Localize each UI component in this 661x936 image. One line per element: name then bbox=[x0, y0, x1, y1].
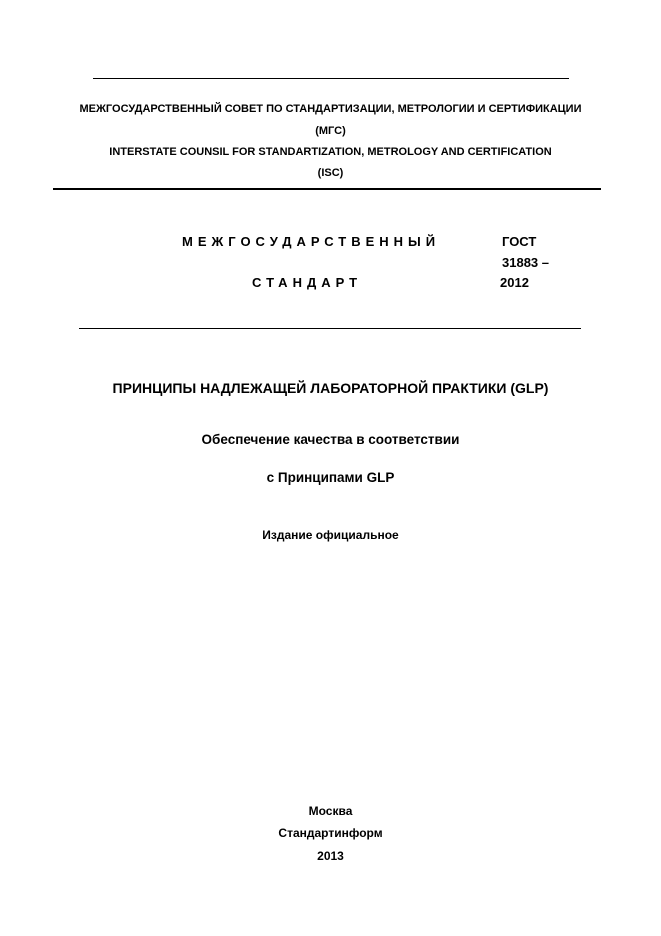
standard-word-2: СТАНДАРТ bbox=[252, 275, 363, 290]
document-subtitle-line-2: с Принципами GLP bbox=[266, 470, 395, 485]
council-name-ru: МЕЖГОСУДАРСТВЕННЫЙ СОВЕТ ПО СТАНДАРТИЗАЦИИ, МЕТРОЛОГИИ И СЕРТИФИКАЦИИ bbox=[79, 103, 582, 115]
edition-label: Издание официальное bbox=[262, 528, 399, 542]
gost-number: 31883 – bbox=[502, 255, 549, 270]
standard-rule bbox=[79, 328, 581, 329]
council-abbr-ru: (МГС) bbox=[315, 125, 346, 137]
imprint-publisher: Стандартинформ bbox=[278, 826, 383, 840]
top-rule bbox=[93, 78, 569, 79]
imprint-year: 2013 bbox=[317, 849, 344, 863]
standard-word-1: МЕЖГОСУДАРСТВЕННЫЙ bbox=[182, 234, 441, 249]
gost-label: ГОСТ bbox=[502, 234, 537, 249]
gost-year: 2012 bbox=[500, 275, 529, 290]
council-name-en: INTERSTATE COUNSIL FOR STANDARTIZATION, METROLOGY AND CERTIFICATION bbox=[109, 146, 552, 158]
imprint-city: Москва bbox=[308, 804, 353, 818]
council-abbr-en: (ISC) bbox=[317, 167, 344, 179]
header-thick-rule bbox=[53, 188, 601, 190]
document-title: ПРИНЦИПЫ НАДЛЕЖАЩЕЙ ЛАБОРАТОРНОЙ ПРАКТИКИ (GLP) bbox=[112, 380, 549, 396]
document-subtitle-line-1: Обеспечение качества в соответствии bbox=[201, 432, 460, 447]
